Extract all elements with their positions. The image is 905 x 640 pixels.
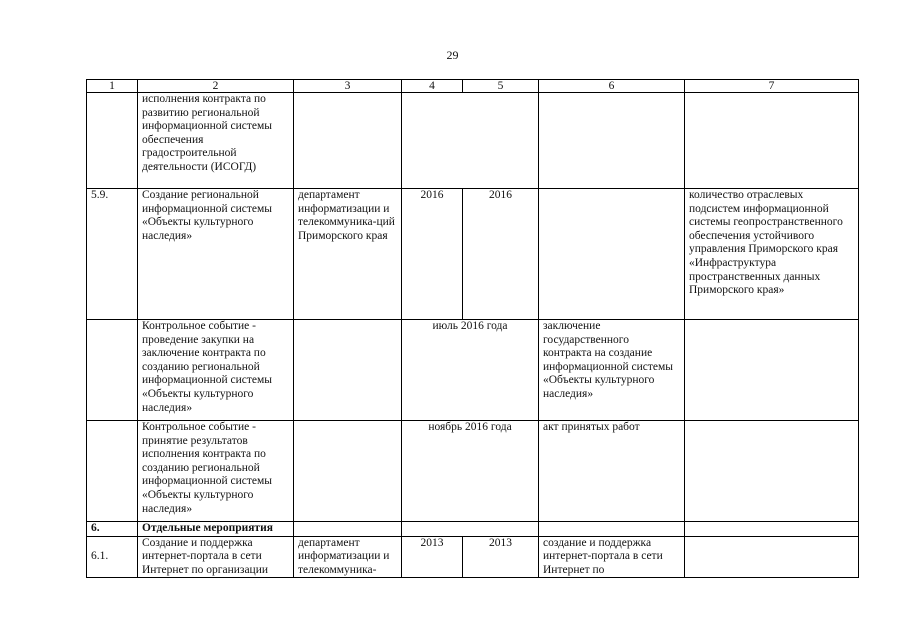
result-cell: акт принятых работ	[539, 421, 685, 522]
header-cell: 2	[138, 80, 294, 93]
section-number-cell: 6.	[87, 522, 138, 537]
executor-cell	[294, 93, 402, 189]
row-number-cell: 5.9.	[87, 189, 138, 320]
row-number-cell	[87, 320, 138, 421]
executor-cell: департамент информатизации и телекоммуника-ций Приморского края	[294, 189, 402, 320]
start-year-cell: 2016	[402, 189, 463, 320]
measure-name-cell: Контрольное событие - проведение закупки на заключение контракта по созданию региональной информационной системы «Объекты культурного наследия»	[138, 320, 294, 421]
header-cell: 1	[87, 80, 138, 93]
executor-cell: департамент информатизации и телекоммуника-	[294, 536, 402, 578]
measure-name-cell: Создание и поддержка интернет-портала в сети Интернет по организации	[138, 536, 294, 578]
indicator-cell	[685, 320, 859, 421]
control-date-cell: ноябрь 2016 года	[402, 421, 539, 522]
table-row	[87, 320, 859, 421]
table-row	[87, 93, 859, 189]
row-number-cell: 6.1.	[87, 536, 138, 578]
row-number-cell	[87, 421, 138, 522]
header-cell: 3	[294, 80, 402, 93]
row-number-cell	[87, 93, 138, 189]
end-year-cell: 2013	[463, 536, 539, 578]
indicator-cell	[685, 421, 859, 522]
period-cell	[402, 93, 539, 189]
period-cell	[402, 522, 539, 537]
executor-cell	[294, 421, 402, 522]
result-cell: заключение государственного контракта на создание информационной системы «Объекты культурного наследия»	[539, 320, 685, 421]
measure-name-cell: Создание региональной информационной системы «Объекты культурного наследия»	[138, 189, 294, 320]
result-cell	[539, 93, 685, 189]
table-row	[87, 189, 859, 320]
result-cell: создание и поддержка интернет-портала в сети Интернет по	[539, 536, 685, 578]
plan-table	[86, 79, 859, 578]
executor-cell	[294, 320, 402, 421]
end-year-cell: 2016	[463, 189, 539, 320]
header-cell: 5	[463, 80, 539, 93]
result-cell	[539, 522, 685, 537]
result-cell	[539, 189, 685, 320]
measure-name-cell: исполнения контракта по развитию региональной информационной системы обеспечения градостроительной деятельности (ИСОГД)	[138, 93, 294, 189]
measure-name-cell: Контрольное событие - принятие результатов исполнения контракта по созданию региональной информационной системы «Объекты культурного наследия»	[138, 421, 294, 522]
executor-cell	[294, 522, 402, 537]
table-row	[87, 536, 859, 578]
table-row	[87, 522, 859, 537]
table-header-row	[87, 80, 859, 93]
indicator-cell	[685, 93, 859, 189]
table-row	[87, 421, 859, 522]
header-cell: 6	[539, 80, 685, 93]
section-title-cell: Отдельные мероприятия	[138, 522, 294, 537]
control-date-cell: июль 2016 года	[402, 320, 539, 421]
indicator-cell	[685, 522, 859, 537]
indicator-cell	[685, 536, 859, 578]
header-cell: 7	[685, 80, 859, 93]
header-cell: 4	[402, 80, 463, 93]
page-number: 29	[446, 48, 459, 62]
start-year-cell: 2013	[402, 536, 463, 578]
indicator-cell: количество отраслевых подсистем информационной системы геопространственного обеспечения устойчивого управления Приморского края «Инфраструктура пространственных данных Приморского края»	[685, 189, 859, 320]
